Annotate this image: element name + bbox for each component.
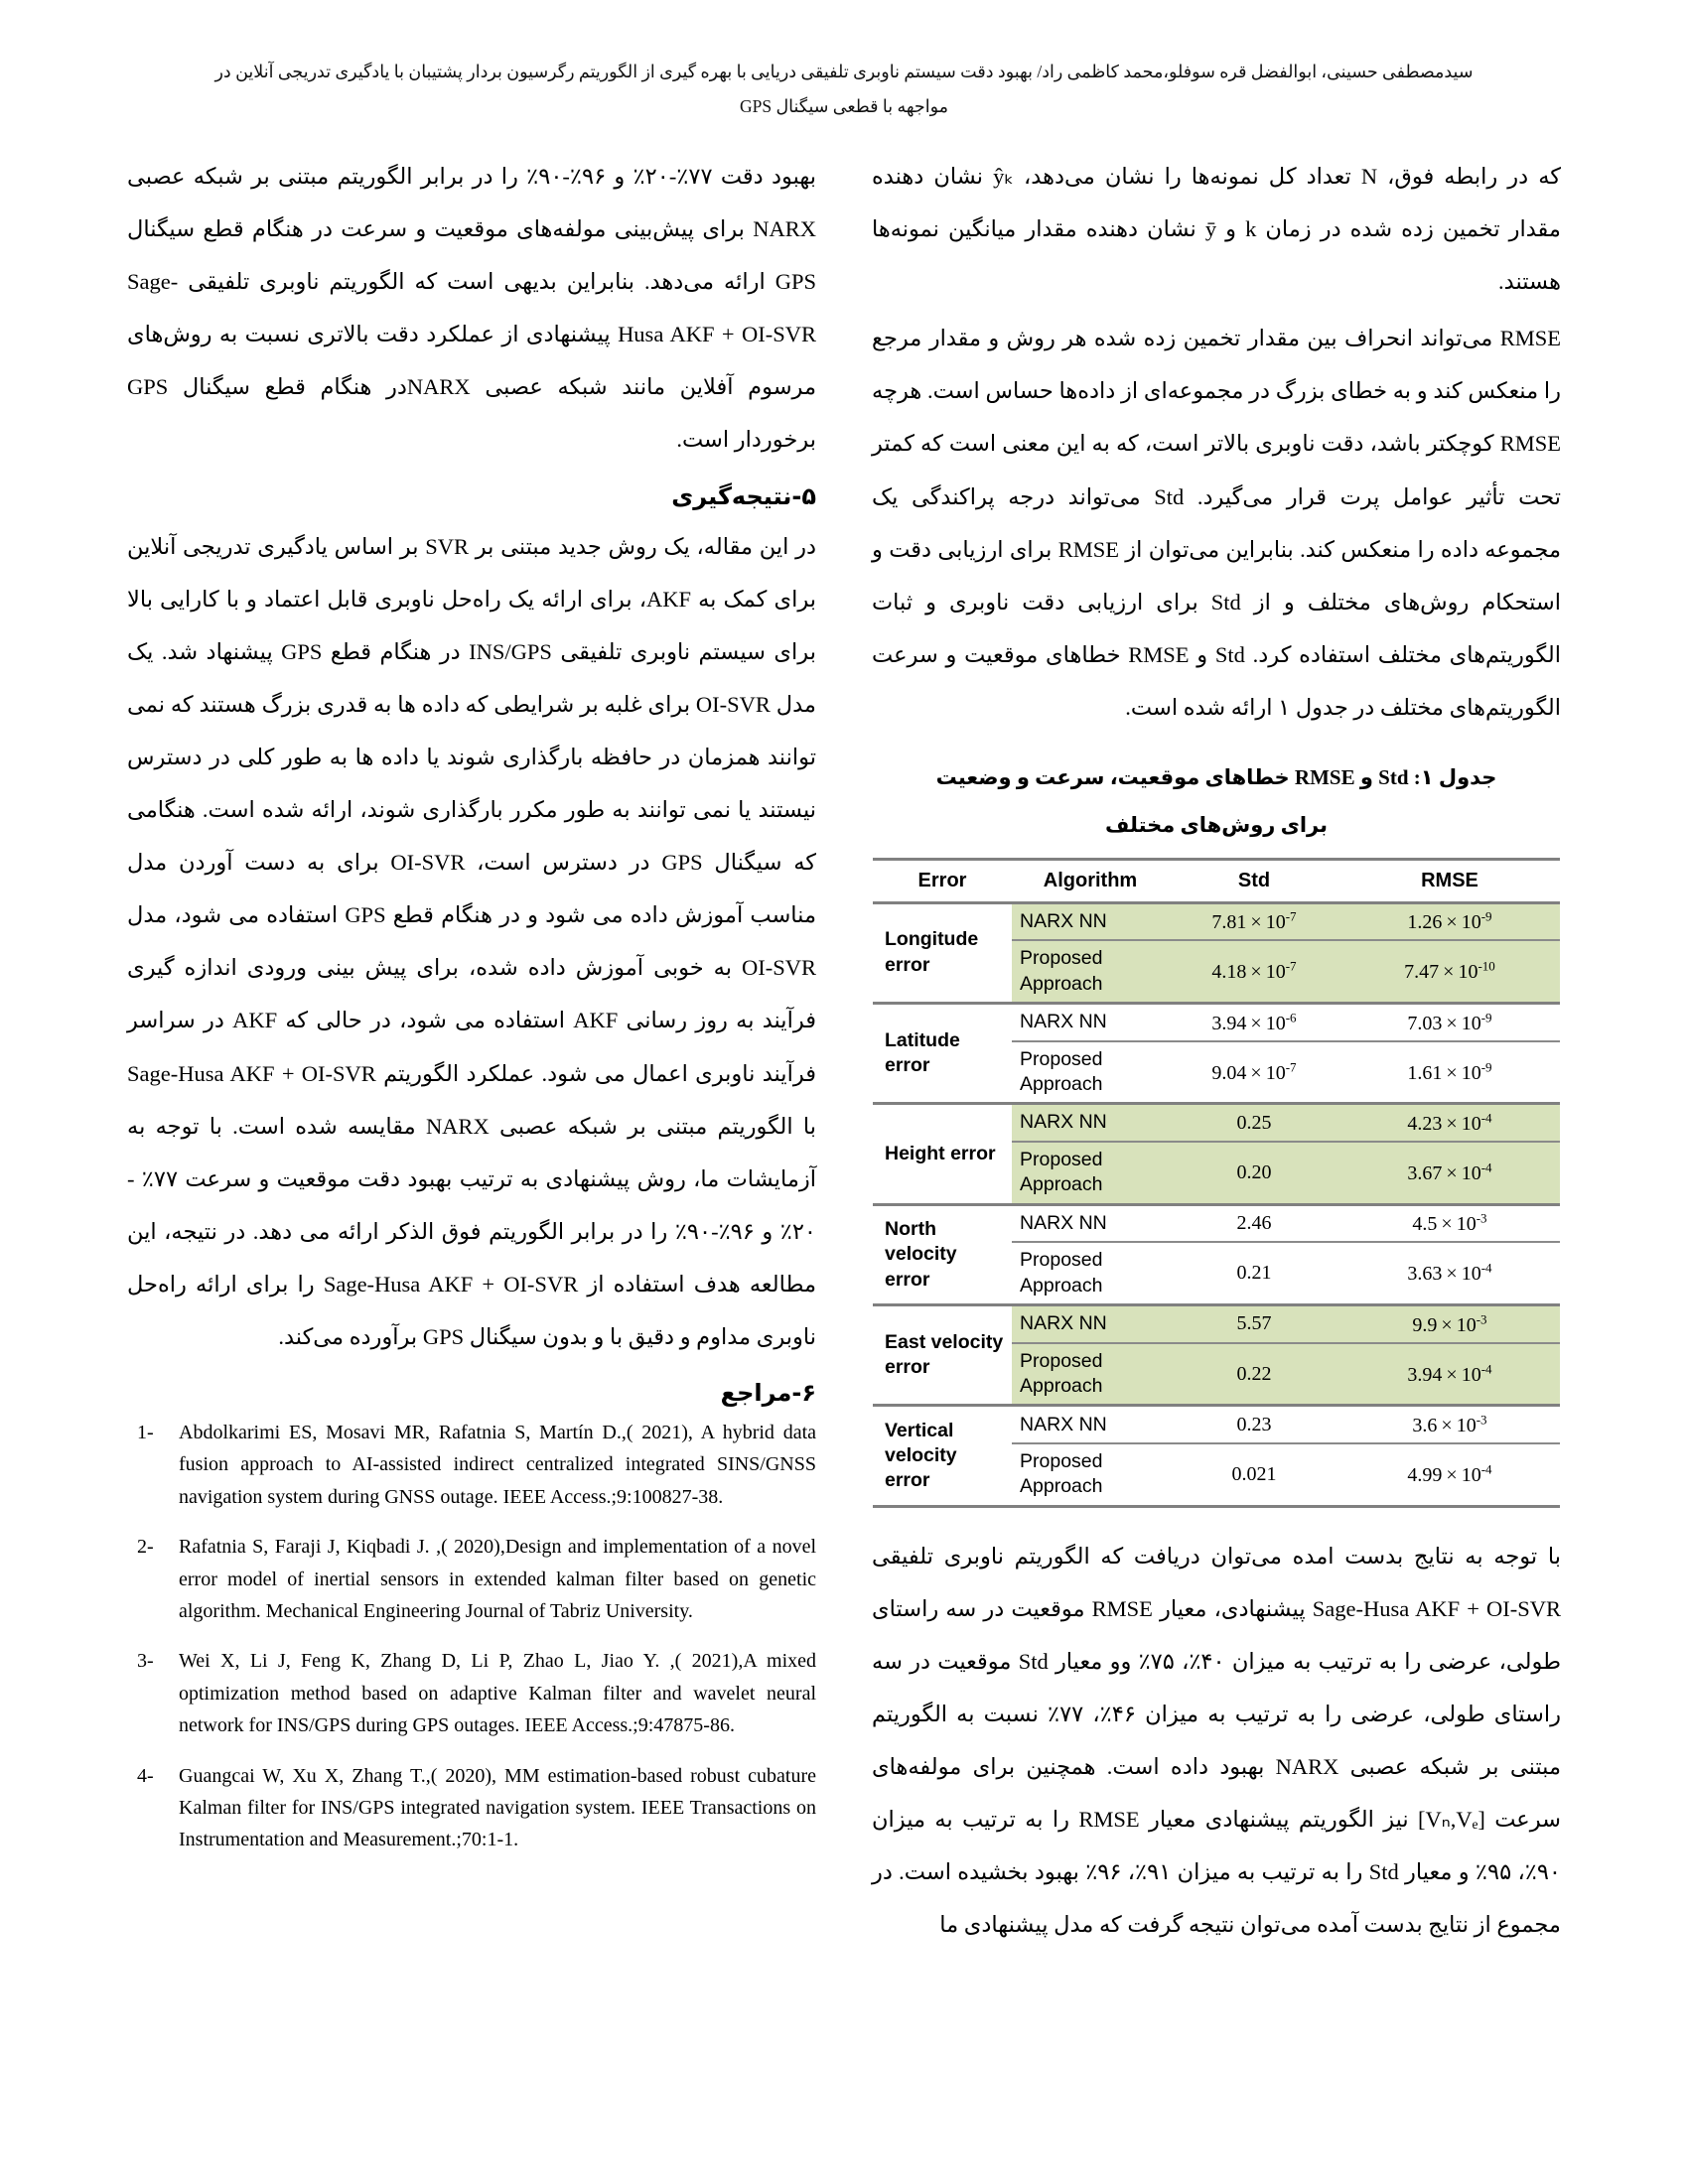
reference-number: 1-	[137, 1422, 154, 1444]
error-type-cell: Latitude error	[873, 1003, 1012, 1103]
results-table-body	[873, 902, 1560, 1506]
table-row	[873, 1104, 1560, 1142]
col-header-rmse: RMSE	[1339, 859, 1560, 902]
paragraph-rmse-std-discussion: RMSE می‌تواند انحراف بین مقدار تخمین زده شده هر روش و مقدار مرجع را منعکس کند و به خطای بزرگ در مجموعه‌ای از داده‌ها حساس است. هرچه RMSE کوچکتر باشد، دقت ناوبری بالاتر است، که به این معنی است که کمتر تحت تأثیر عوامل پرت قرار می‌گیرد. Std می‌تواند درجه پراکندگی یک مجموعه داده را منعکس کند. بنابراین می‌توان از RMSE برای ارزیابی دقت و استحکام روش‌های مختلف و از Std برای ارزیابی دقت ناوبری و ثبات الگوریتم‌های مختلف استفاده کرد. Std و RMSE خطاهای موقعیت و سرعت الگوریتم‌های مختلف در جدول ۱ ارائه شده است.	[872, 326, 1562, 720]
rmse-value-cell: $7.47 \times 10^{-10}$	[1339, 940, 1560, 1003]
algorithm-cell: Proposed Approach	[1020, 1450, 1103, 1498]
algorithm-cell: NARX NN	[1012, 1003, 1169, 1040]
rmse-value-cell: $3.94 \times 10^{-4}$	[1339, 1343, 1560, 1406]
error-type-cell: Vertical velocity error	[873, 1406, 1012, 1506]
col-header-algorithm: Algorithm	[1012, 859, 1169, 902]
rmse-value-cell: $7.03 \times 10^{-9}$	[1339, 1003, 1560, 1040]
table-row	[873, 1305, 1560, 1343]
table-row	[873, 1406, 1560, 1443]
reference-item	[127, 1760, 816, 1856]
reference-text: Guangcai W, Xu X, Zhang T.,( 2020), MM estimation-based robust cubature Kalman filter for INS/GPS integrated navigation system. IEEE Transactions on Instrumentation and Measurement.;70:1-1.	[179, 1764, 816, 1851]
two-column-body	[0, 124, 1688, 1955]
reference-text: Abdolkarimi ES, Mosavi MR, Rafatnia S, Martín D.,( 2021), A hybrid data fusion approach to AI-assisted indirect centralized integrated SINS/GNSS navigation system during GNSS outage. IEEE Access.;9:100827-38.	[179, 1422, 816, 1508]
std-value-cell: 0.21	[1236, 1262, 1272, 1285]
rmse-value-cell: $3.67 \times 10^{-4}$	[1339, 1142, 1560, 1204]
results-table	[873, 858, 1560, 1508]
rmse-value-cell: $1.61 \times 10^{-9}$	[1407, 1059, 1492, 1084]
rmse-value-cell: $4.23 \times 10^{-4}$	[1339, 1104, 1560, 1142]
reference-item	[127, 1645, 816, 1741]
reference-number: 2-	[137, 1536, 154, 1559]
reference-text: Wei X, Li J, Feng K, Zhang D, Li P, Zhao L, Jiao Y. ,( 2021),A mixed optimization method based on adaptive Kalman filter and wavelet neural network for INS/GPS during GPS outages. IEEE Access.;9:47875-86.	[179, 1650, 816, 1737]
reference-text: Rafatnia S, Faraji J, Kiqbadi J. ,( 2020),Design and implementation of a novel error model of inertial sensors in extended kalman filter based on genetic algorithm. Mechanical Engineering Journal of Tabriz University.	[179, 1536, 816, 1623]
algorithm-cell: Proposed Approach	[1020, 1047, 1103, 1095]
reference-item	[127, 1417, 816, 1513]
algorithm-cell: NARX NN	[1012, 902, 1169, 940]
references-list	[127, 1417, 816, 1856]
running-header-line1: سیدمصطفی حسینی، ابوالفضل قره سوفلو،محمد کاظمی راد/ بهبود دقت سیستم ناوبری تلفیقی دریایی با بهره گیری از الگوریتم رگرسیون بردار پشتیبان با یادگیری تدریجی آنلاین در	[214, 62, 1474, 81]
algorithm-cell: Proposed Approach	[1012, 1142, 1169, 1204]
paragraph-conclusion: در این مقاله، یک روش جدید مبتنی بر SVR بر اساس یادگیری تدریجی آنلاین برای کمک به AKF، برای ارائه یک راه‌حل ناوبری قابل اعتماد و با کارایی بالا برای سیستم ناوبری تلفیقی INS/GPS در هنگام قطع GPS پیشنهاد شد. یک مدل OI-SVR برای غلبه بر شرایطی که داده ها به قدری بزرگ هستند که نمی توانند همزمان در حافظه بارگذاری شوند یا داده ها به طور کلی در دسترس نیستند یا نمی توانند به طور مکرر بارگذاری شوند، ارائه شده است. هنگامی که سیگنال GPS در دسترس است، OI-SVR برای به دست آوردن مدل مناسب آموزش داده می شود و در هنگام قطع GPS استفاده می شود، مدل OI-SVR به خوبی آموزش داده شده، برای پیش بینی ورودی اندازه گیری فرآیند به روز رسانی AKF استفاده می شود، در حالی که AKF در سراسر فرآیند ناوبری اعمال می شود. عملکرد الگوریتم Sage-Husa AKF + OI-SVR با الگوریتم مبتنی بر شبکه عصبی NARX مقایسه شده است. با توجه به آزمایشات ما، روش پیشنهادی به ترتیب بهبود دقت موقعیت و سرعت ۷۷٪ - ۲۰٪ و ۹۶٪-۹۰٪ را در برابر الگوریتم فوق الذکر ارائه می دهد. در نتیجه، این مطالعه هدف استفاده از Sage-Husa AKF + OI-SVR را برای ارائه راه‌حل ناوبری مداوم و دقیق با و بدون سیگنال GPS برآورده می‌کند.	[127, 533, 817, 1349]
reference-item	[127, 1531, 816, 1627]
reference-number: 4-	[137, 1764, 154, 1787]
table-row	[873, 1204, 1560, 1242]
paragraph-improvement-continuation: بهبود دقت ۷۷٪-۲۰٪ و ۹۶٪-۹۰٪ را در برابر الگوریتم مبتنی بر شبکه عصبی NARX برای پیش‌بینی مولفه‌های موقعیت و سرعت در هنگام قطع سیگنال GPS ارائه می‌دهد. بنابراین بدیهی است که الگوریتم ناوبری تلفیقی Sage-Husa AKF + OI-SVR پیشنهادی از عملکرد دقت بالاتری نسبت به روش‌های مرسوم آفلاین مانند شبکه عصبی NARXدر هنگام قطع سیگنال GPS برخوردار است.	[127, 164, 817, 453]
rmse-value-cell: $3.6 \times 10^{-3}$	[1339, 1406, 1560, 1443]
table-1-caption: جدول ۱: Std و RMSE خطاهای موقعیت، سرعت و وضعیت برای روش‌های مختلف	[935, 765, 1497, 838]
rmse-value-cell: $4.99 \times 10^{-4}$	[1407, 1461, 1492, 1487]
col-header-std: Std	[1169, 859, 1339, 902]
std-value-cell: 0.25	[1169, 1104, 1339, 1142]
algorithm-cell: Proposed Approach	[1020, 1249, 1103, 1297]
error-type-cell: Longitude error	[873, 902, 1012, 1003]
rmse-value-cell: $9.9 \times 10^{-3}$	[1339, 1305, 1560, 1343]
algorithm-cell: Proposed Approach	[1012, 1343, 1169, 1406]
std-value-cell: $4.18 \times 10^{-7}$	[1169, 940, 1339, 1003]
error-type-cell: North velocity error	[873, 1204, 1012, 1304]
algorithm-cell: NARX NN	[1012, 1104, 1169, 1142]
std-value-cell: 0.23	[1169, 1406, 1339, 1443]
right-column	[872, 150, 1561, 1955]
algorithm-cell: Proposed Approach	[1012, 940, 1169, 1003]
paragraph-formula-explanation: که در رابطه فوق، N تعداد کل نمونه‌ها را نشان می‌دهد، ŷₖ نشان دهنده مقدار تخمین زده شده در زمان k و ȳ نشان دهنده مقدار میانگین نمونه‌ها هستند.	[872, 164, 1561, 295]
std-value-cell: 0.20	[1169, 1142, 1339, 1204]
std-value-cell: $3.94 \times 10^{-6}$	[1169, 1003, 1339, 1040]
std-value-cell: $7.81 \times 10^{-7}$	[1169, 902, 1339, 940]
std-value-cell: 0.021	[1231, 1462, 1277, 1485]
std-value-cell: 2.46	[1169, 1204, 1339, 1242]
running-header-line2: مواجهه با قطعی سیگنال GPS	[739, 96, 949, 116]
rmse-value-cell: $3.63 \times 10^{-4}$	[1407, 1260, 1492, 1286]
table-row	[873, 1003, 1560, 1040]
algorithm-cell: NARX NN	[1012, 1406, 1169, 1443]
std-value-cell: 5.57	[1169, 1305, 1339, 1343]
left-column	[127, 150, 816, 1955]
algorithm-cell: NARX NN	[1012, 1305, 1169, 1343]
results-table-header	[873, 859, 1560, 902]
section-heading-references: ۶-مراجع	[720, 1379, 816, 1408]
col-header-error: Error	[873, 859, 1012, 902]
table-row	[873, 902, 1560, 940]
section-heading-conclusion: ۵-نتیجه‌گیری	[671, 481, 816, 510]
paragraph-results-discussion: با توجه به نتایج بدست امده می‌توان دریافت که الگوریتم ناوبری تلفیقی Sage-Husa AKF + OI-SVR پیشنهادی، معیار RMSE موقعیت در سه راستای طولی، عرضی را به ترتیب به میزان ۴۰٪، ۷۵٪ وو معیار Std موقعیت در سه راستای طولی، عرضی را به ترتیب به میزان ۴۶٪، ۷۷٪ نسبت به الگوریتم مبتنی بر شبکه عصبی NARX بهبود داده است. همچنین برای مولفه‌های سرعت ‎[Vₙ,Vₑ]‎ نیز الگوریتم پیشنهادی معیار RMSE را به ترتیب به میزان ۹۰٪، ۹۵٪ و معیار Std را به ترتیب به میزان ۹۱٪، ۹۶٪ بهبود بخشیده است. در مجموع از نتایج بدست آمده می‌توان نتیجه گرفت که مدل پیشنهادی ما	[872, 1543, 1562, 1938]
rmse-value-cell: $1.26 \times 10^{-9}$	[1339, 902, 1560, 940]
std-value-cell: $9.04 \times 10^{-7}$	[1211, 1059, 1297, 1084]
std-value-cell: 0.22	[1169, 1343, 1339, 1406]
running-header	[0, 0, 1688, 124]
error-type-cell: Height error	[873, 1104, 1012, 1204]
rmse-value-cell: $4.5 \times 10^{-3}$	[1339, 1204, 1560, 1242]
reference-number: 3-	[137, 1650, 154, 1673]
error-type-cell: East velocity error	[873, 1305, 1012, 1406]
algorithm-cell: NARX NN	[1012, 1204, 1169, 1242]
